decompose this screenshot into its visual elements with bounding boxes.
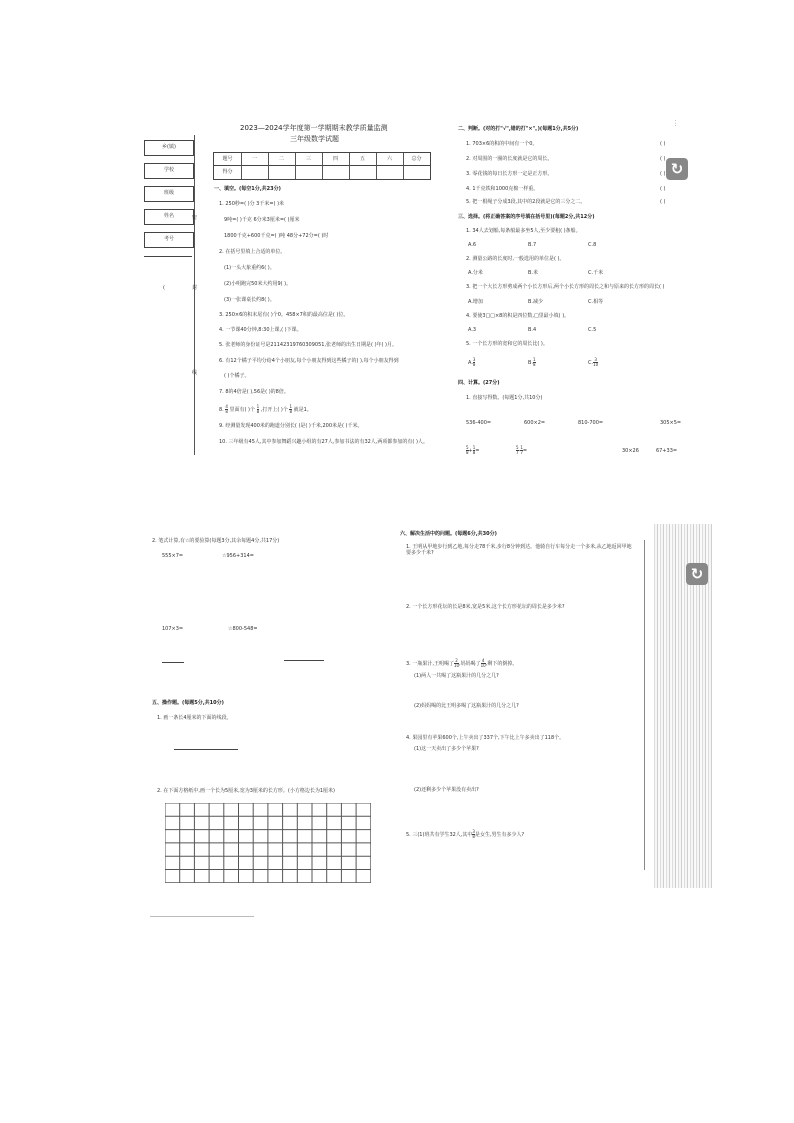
grid-paper	[165, 803, 371, 883]
answer-bracket: ( )	[660, 156, 666, 162]
score-header-cell: 二	[278, 156, 284, 162]
question-line: (2)小明跑完50米大约用9( )。	[224, 281, 292, 287]
fraction-numerator: 1	[472, 445, 476, 450]
written-calc: ☆800-548=	[228, 626, 258, 632]
operate-question: 1. 画一条长4厘米的下面的线段。	[157, 715, 232, 721]
written-calc: 107×3=	[162, 626, 184, 632]
question-text: 是女生,男生有多少人?	[474, 832, 525, 838]
question-text: ,妈妈喝了	[459, 661, 481, 667]
judge-item: 5. 把一根绳子分成3段,其中的2段就是它的三分之二。	[466, 199, 586, 205]
seal-char: 线	[192, 370, 198, 376]
operator: -	[518, 448, 521, 454]
choice-option: B.7	[528, 242, 537, 248]
page-bottom-line	[150, 916, 254, 917]
question-text: 就是1。	[293, 407, 312, 413]
option-letter: C.	[588, 360, 594, 366]
score-table	[213, 152, 431, 180]
choice-question: 1. 34人去划船,每条船最多坐5人,至少要租( )条船。	[466, 228, 581, 234]
binding-field-label: 乡(镇)	[162, 144, 176, 150]
fraction-denominator: 10	[593, 362, 599, 367]
oral-calc	[516, 446, 527, 455]
choice-question: 3. 把一个大长方形剪成两个小长方形后,两个小长方形的周长之和与原来的长方形的周长( )	[466, 284, 665, 290]
oral-calc: 600×2=	[524, 420, 546, 426]
margin-mark: (	[163, 285, 165, 291]
written-calc: ☆956+314=	[222, 553, 254, 559]
refresh-icon[interactable]	[686, 563, 708, 585]
operate-question: 2. 在下面方格纸中,画一个长为5厘米,宽为3厘米的长方形。(小方格边长为1厘米)	[157, 788, 335, 794]
question-text: ,剩下的倒掉。	[485, 661, 518, 667]
fraction	[593, 358, 598, 367]
operator: +	[468, 448, 473, 454]
fraction	[257, 405, 260, 414]
choice-option	[468, 358, 475, 367]
question-line: ( )个橘子。	[224, 373, 250, 379]
written-calc: 555×7=	[162, 553, 184, 559]
choice-question: 2. 测量公路的长度时,一般选用的单位是( )。	[466, 256, 565, 262]
oral-calc: 536-400=	[466, 420, 492, 426]
choice-option	[528, 358, 536, 367]
binding-field-label: 班级	[163, 190, 174, 196]
choice-option: A.分米	[468, 270, 483, 276]
choice-option: C.5	[588, 327, 597, 333]
question-line: 3. 250×6的积末尾有( )个0。458×7积的最高位是( )位。	[219, 312, 349, 318]
choice-option	[588, 358, 598, 367]
question-line: 6. 有12个橘子平均分给4个小朋友,每个小朋友得到这些橘子的( ),每个小朋友得到	[219, 358, 399, 364]
question-line: (1)一头大象重约6( )。	[224, 265, 275, 271]
word-problem: 1. 王明从甲地步行到乙地,每分走78千米,步行8分钟到达。他骑自行车每分走一个多米,从乙地返回甲地要多少千米?	[406, 544, 632, 556]
fraction-denominator: 10	[453, 663, 460, 668]
sub-question: (1)两人一共喝了这瓶果汁的几分之几?	[414, 673, 499, 679]
fraction-denominator: 10	[480, 663, 486, 668]
question-line: 1. 250秒=( )分 3千米=( )米	[219, 201, 285, 207]
word-problem: 4. 果园里有苹果600个,上午卖出了337个,下午比上午多卖出了118个。	[406, 735, 565, 741]
score-header-cell: 总分	[411, 156, 422, 162]
margin-mark: · · ·	[673, 120, 678, 127]
fraction-numerator: 5	[466, 445, 469, 450]
judge-item: 4. 1千克铁和1000克棉一样重。	[466, 186, 539, 192]
equals: =	[522, 448, 528, 454]
fraction-numerator: 3	[594, 357, 597, 362]
score-header-cell: 三	[305, 156, 311, 162]
fraction-denominator: 8	[289, 409, 292, 414]
sub-question: (2)还剩多少个苹果没有卖出?	[414, 787, 479, 793]
fraction-numerator: 4	[225, 404, 228, 409]
score-header-cell: 题号	[222, 156, 233, 162]
fraction-question	[219, 405, 312, 414]
word-problem	[406, 659, 517, 668]
binding-field-box	[144, 186, 194, 202]
binding-field-box	[144, 232, 194, 248]
refresh-icon[interactable]	[666, 158, 688, 180]
question-line: 10. 三年级有45人,其中参加舞蹈兴趣小组的有27人,参加书法的有32人,两项都参加的有( )人。	[219, 439, 428, 445]
binding-field-box	[144, 163, 194, 179]
oral-calc: 30×26	[622, 448, 639, 454]
question-text: 3. 一瓶果汁,王明喝了	[406, 661, 454, 667]
question-line: 1800千克+600千克=( )吨 48分+72分=( )时	[224, 233, 329, 239]
fraction-numerator: 2	[455, 658, 458, 663]
exam-title: 2023—2024学年度第一学期期末教学质量监测	[240, 124, 388, 132]
oral-calc	[466, 446, 480, 455]
score-row-label: 得分	[222, 169, 233, 175]
score-header-cell: 一	[251, 156, 257, 162]
binding-field-box	[144, 140, 194, 156]
binding-field-label: 考号	[163, 236, 174, 242]
question-text: 里面有( )个	[229, 407, 256, 413]
word-problem: 2. 一个长方形花坛的长是8米,宽是5米,这个长方形花坛的周长是多少米?	[406, 604, 565, 610]
question-line: (3)一张课桌长约8( )。	[224, 297, 275, 303]
choice-option: C.千米	[588, 270, 604, 276]
choice-option: A.增加	[468, 299, 483, 305]
fraction-denominator: 7	[516, 450, 519, 455]
choice-option: B.减少	[528, 299, 544, 305]
question-line: 9吨=( )千克 6分米3厘米=( )厘米	[224, 217, 300, 223]
choice-question: 5. 一个长方形的宽和它的周长比( )。	[466, 341, 548, 347]
subsection-heading: 1. 直接写得数。(每题1分,共10分)	[466, 395, 543, 401]
choice-option: A.6	[468, 242, 477, 248]
fraction-denominator: 8	[472, 450, 476, 455]
option-letter: A.	[468, 360, 473, 366]
question-number: 8.	[219, 407, 224, 413]
section-heading: 一、填空。(每空1分,共23分)	[214, 186, 281, 192]
work-line	[284, 660, 324, 661]
fraction-denominator: 8	[225, 409, 228, 414]
seal-line	[192, 135, 198, 455]
section-heading: 六、解决生活中的问题。(每题6分,共30分)	[400, 531, 497, 537]
binding-field-box	[144, 209, 194, 225]
fraction-denominator: 8	[256, 409, 260, 414]
oral-calc: 67+33=	[656, 448, 678, 454]
fraction	[473, 358, 476, 367]
work-line	[162, 662, 184, 663]
judge-item: 1. 703×6的积的中间有一个0。	[466, 141, 538, 147]
judge-item: 3. 零花钱的每日长方形一定是正方形。	[466, 171, 553, 177]
oral-calc: 305×5=	[660, 420, 682, 426]
fraction-numerator: 1	[520, 445, 523, 450]
oral-calc: 810-700=	[578, 420, 604, 426]
fraction-numerator: 1	[289, 404, 292, 409]
exam-subtitle: 三年级数学试题	[290, 135, 339, 143]
question-text: 5. 三(1)班共有学生32人,其中	[406, 832, 473, 838]
choice-question: 4. 要使3□□×8的积是四位数,□里最小填( )。	[466, 313, 570, 319]
question-text: ,打开上( )个	[260, 407, 288, 413]
question-line: 7. 8的4倍是( ),56是( )的8倍。	[219, 389, 289, 395]
answer-bracket: ( )	[660, 171, 666, 177]
fraction-denominator: 8	[472, 362, 476, 367]
seal-char: 封	[192, 285, 198, 291]
score-header-cell: 四	[332, 156, 338, 162]
fraction-numerator: 3	[472, 357, 476, 362]
choice-option: B.米	[528, 270, 539, 276]
drawn-segment	[174, 749, 238, 750]
fraction-denominator: 8	[466, 450, 469, 455]
choice-option: C.8	[588, 242, 597, 248]
fraction-numerator: 1	[256, 404, 260, 409]
answer-bracket: ( )	[660, 199, 666, 205]
seal-char: 密	[192, 215, 198, 221]
option-letter: B.	[528, 360, 534, 366]
answer-bracket: ( )	[660, 186, 666, 192]
binding-field-label: 学校	[163, 167, 174, 173]
fraction-numerator: 1	[533, 357, 536, 362]
choice-option: C.相等	[588, 299, 604, 305]
binding-field-label: 姓名	[163, 213, 174, 219]
fraction	[533, 358, 536, 367]
choice-option: B.4	[528, 327, 537, 333]
equals: =	[475, 448, 480, 454]
sub-question: (2)妈妈喝的比王明多喝了这瓶果汁的几分之几?	[414, 703, 519, 709]
fraction-numerator: 5	[516, 445, 519, 450]
answer-bracket: ( )	[660, 141, 666, 147]
subsection-heading: 2. 笔式计算,有☆的要验算(每题3分,其余每题4分,共17分)	[152, 538, 280, 544]
section-heading: 五、操作题。(每题5分,共10分)	[152, 700, 224, 706]
sub-question: (1)这一天卖出了多少个苹果?	[414, 746, 479, 752]
question-line: 5. 张老师的身份证号是21142319760309051,张老师的出生日期是( )年( )月。	[219, 342, 398, 348]
section-heading: 三、选择。(将正确答案的序号填在括号里)(每题2分,共12分)	[458, 214, 595, 220]
question-line: 4. 一节课40分钟,8:30上课,( )下课。	[219, 327, 302, 333]
fraction-numerator: 3	[472, 829, 475, 834]
judge-item: 2. 对周围的一圈的长度就是它的周长。	[466, 156, 553, 162]
word-problem	[406, 830, 524, 839]
fraction-denominator: 8	[533, 362, 536, 367]
question-line: 9. 经测量发现400米的跑道分别长( )是( )千米,200米是( )千米。	[219, 423, 363, 429]
section-heading: 二、判断。(对的打"√",错的打"×"。)(每题1分,共5分)	[458, 126, 579, 132]
fraction-numerator: 4	[481, 658, 485, 663]
seal-line	[644, 540, 645, 870]
fraction-denominator: 7	[520, 450, 523, 455]
choice-option: A.3	[468, 327, 477, 333]
fraction-denominator: 8	[472, 834, 475, 839]
fraction	[289, 405, 292, 414]
question-line: 2. 在括号里填上合适的单位。	[219, 249, 286, 255]
score-header-cell: 六	[386, 156, 392, 162]
score-header-cell: 五	[359, 156, 365, 162]
binding-underline	[144, 256, 192, 257]
fraction	[225, 405, 228, 414]
section-heading: 四、计算。(27分)	[458, 380, 500, 386]
